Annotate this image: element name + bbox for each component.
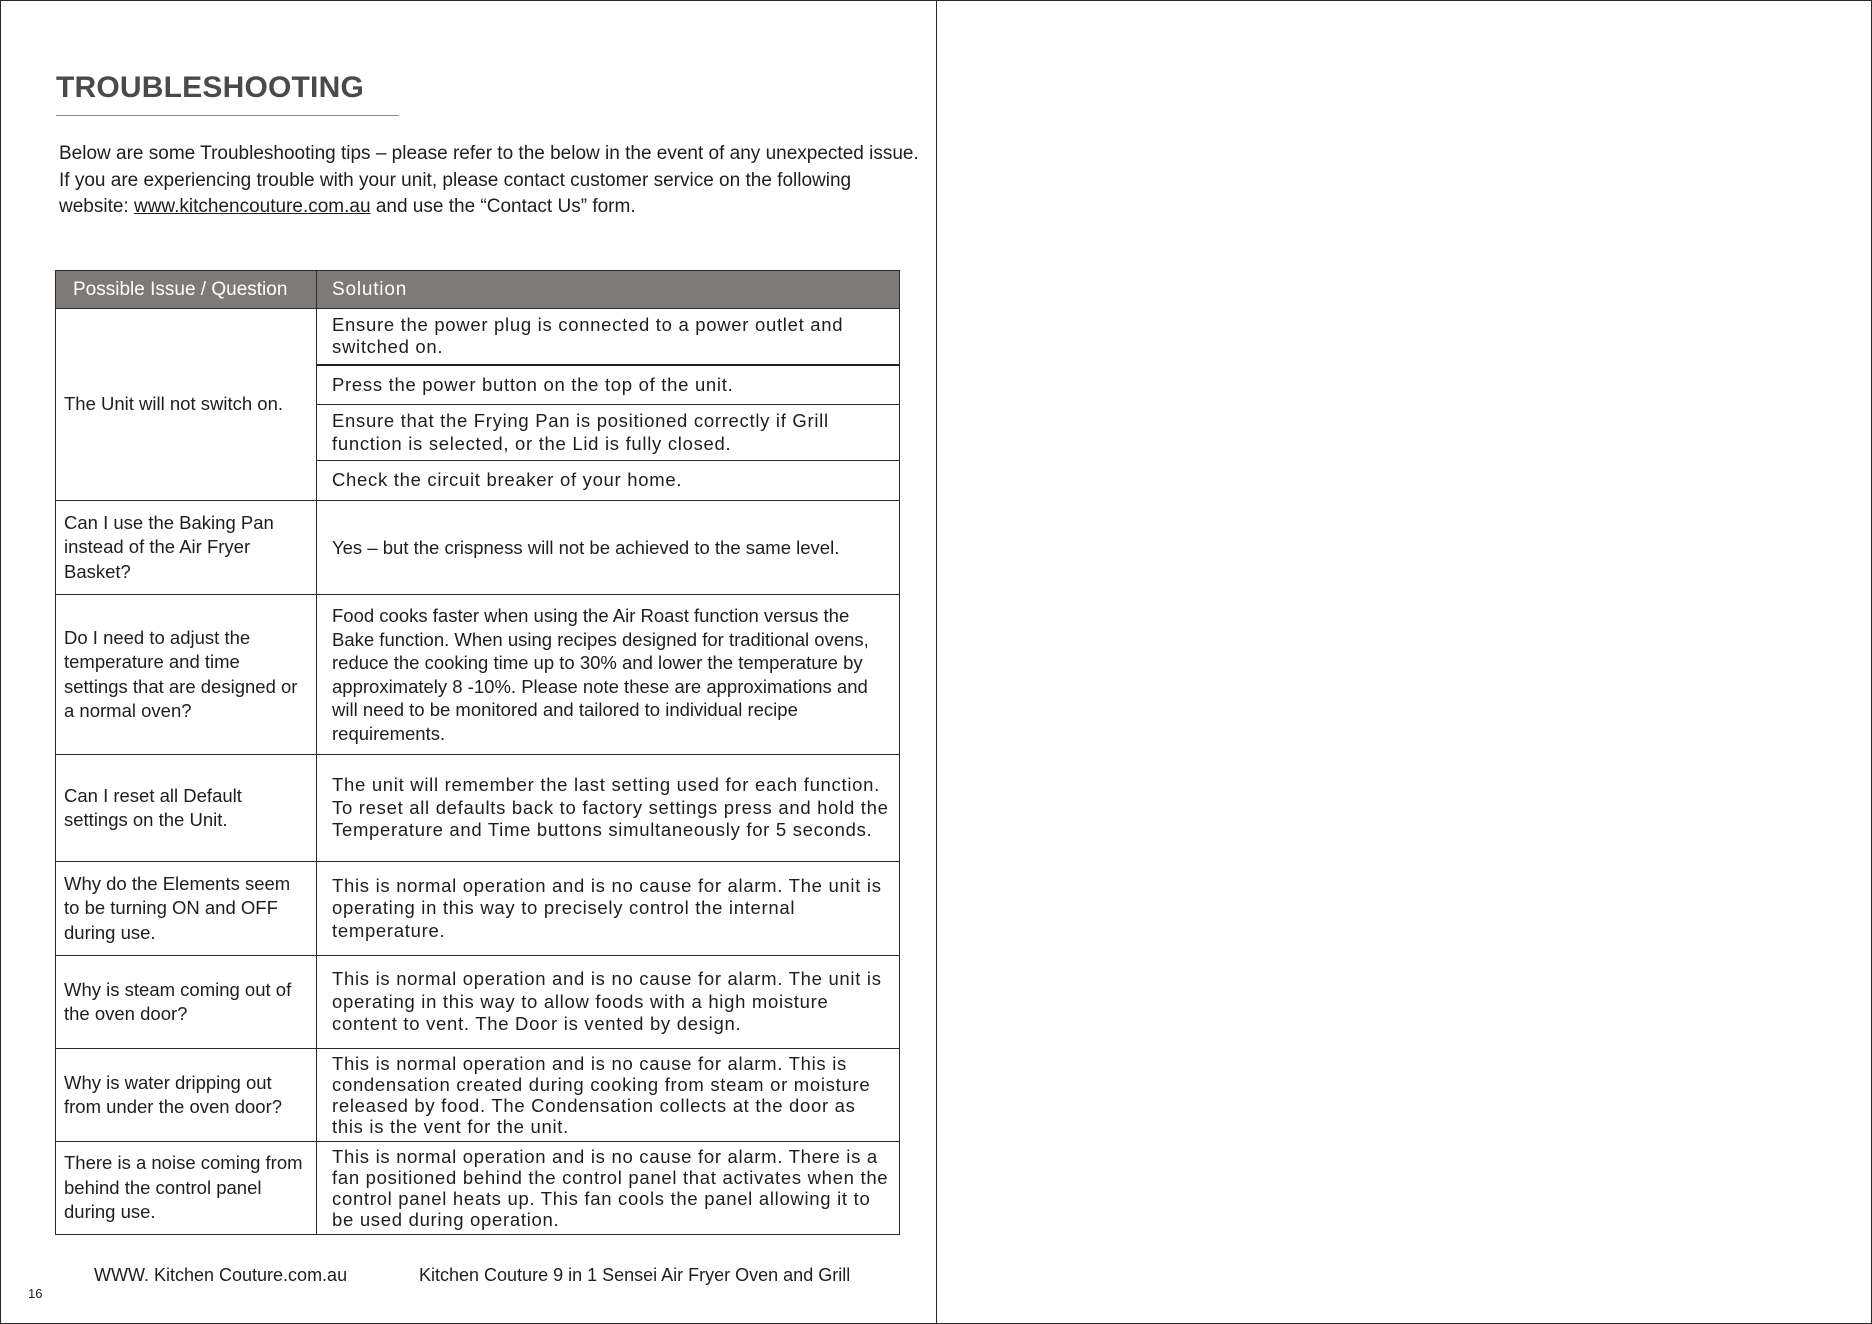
table-row <box>56 956 900 1049</box>
left-page <box>1 1 937 1323</box>
solution-cell: This is normal operation and is no cause for alarm. This is condensation created during cooking from steam or moisture released by food. The Condensation collects at the door as this is the vent for the unit. <box>317 1049 900 1142</box>
table-row <box>56 862 900 956</box>
issue-cell: Do I need to adjust the temperature and time settings that are designed or a normal oven? <box>56 595 317 755</box>
table-row <box>56 309 900 365</box>
issue-cell: The Unit will not switch on. <box>56 309 317 501</box>
issue-cell: Can I use the Baking Pan instead of the Air Fryer Basket? <box>56 501 317 595</box>
solution-cell: Press the power button on the top of the unit. <box>317 365 900 405</box>
solution-cell: Yes – but the crispness will not be achieved to the same level. <box>317 501 900 595</box>
intro-line-1: Below are some Troubleshooting tips – please refer to the below in the event of any unexpected issue. <box>59 143 919 164</box>
right-page-blank <box>937 1 1871 1323</box>
intro-line-2 <box>59 168 919 221</box>
issue-cell: Can I reset all Default settings on the Unit. <box>56 755 317 862</box>
solution-cell: Ensure that the Frying Pan is positioned correctly if Grill function is selected, or the Lid is fully closed. <box>317 405 900 461</box>
issue-cell: There is a noise coming from behind the control panel during use. <box>56 1142 317 1235</box>
issue-cell: Why is water dripping out from under the oven door? <box>56 1049 317 1142</box>
footer-product-name: Kitchen Couture 9 in 1 Sensei Air Fryer Oven and Grill <box>419 1265 851 1285</box>
table-row <box>56 1049 900 1142</box>
footer-website: WWW. Kitchen Couture.com.au <box>94 1265 348 1285</box>
header-solution: Solution <box>317 271 900 309</box>
intro-line-2-end: and use the “Contact Us” form. <box>370 196 636 217</box>
table-header-row <box>56 271 900 309</box>
solution-cell: Ensure the power plug is connected to a power outlet and switched on. <box>317 309 900 365</box>
table-row <box>56 755 900 862</box>
troubleshooting-table <box>55 270 900 1235</box>
table-row <box>56 501 900 595</box>
website-link[interactable]: www.kitchencouture.com.au <box>133 196 371 217</box>
solution-cell: This is normal operation and is no cause for alarm. The unit is operating in this way to allow foods with a high moisture content to vent. The Door is vented by design. <box>317 956 900 1049</box>
solution-cell: The unit will remember the last setting used for each function. To reset all defaults back to factory settings press and hold the Temperature and Time buttons simultaneously for 5 seconds. <box>317 755 900 862</box>
issue-cell: Why do the Elements seem to be turning ON and OFF during use. <box>56 862 317 956</box>
solution-cell: This is normal operation and is no cause for alarm. There is a fan positioned behind the control panel that activates when the control panel heats up. This fan cools the panel allowing it to be used during operation. <box>317 1142 900 1235</box>
solution-cell: Food cooks faster when using the Air Roast function versus the Bake function. When using recipes designed for traditional ovens, reduce the cooking time up to 30% and lower the temperature by approximately 8 -10%. Please note these are approximations and will need to be monitored and tailored to individual recipe requirements. <box>317 595 900 755</box>
title-underline <box>56 115 399 116</box>
table-row <box>56 595 900 755</box>
page-title: TROUBLESHOOTING <box>56 71 364 104</box>
solution-cell: Check the circuit breaker of your home. <box>317 461 900 501</box>
intro-line-2-start: If you are experiencing trouble with your unit, please contact customer service on the following website: <box>59 169 852 217</box>
solution-cell: This is normal operation and is no cause for alarm. The unit is operating in this way to precisely control the internal temperature. <box>317 862 900 956</box>
page-number: 16 <box>28 1286 43 1301</box>
issue-cell: Why is steam coming out of the oven door? <box>56 956 317 1049</box>
intro-text <box>59 141 919 221</box>
header-issue: Possible Issue / Question <box>56 271 317 309</box>
table-row <box>56 1142 900 1235</box>
